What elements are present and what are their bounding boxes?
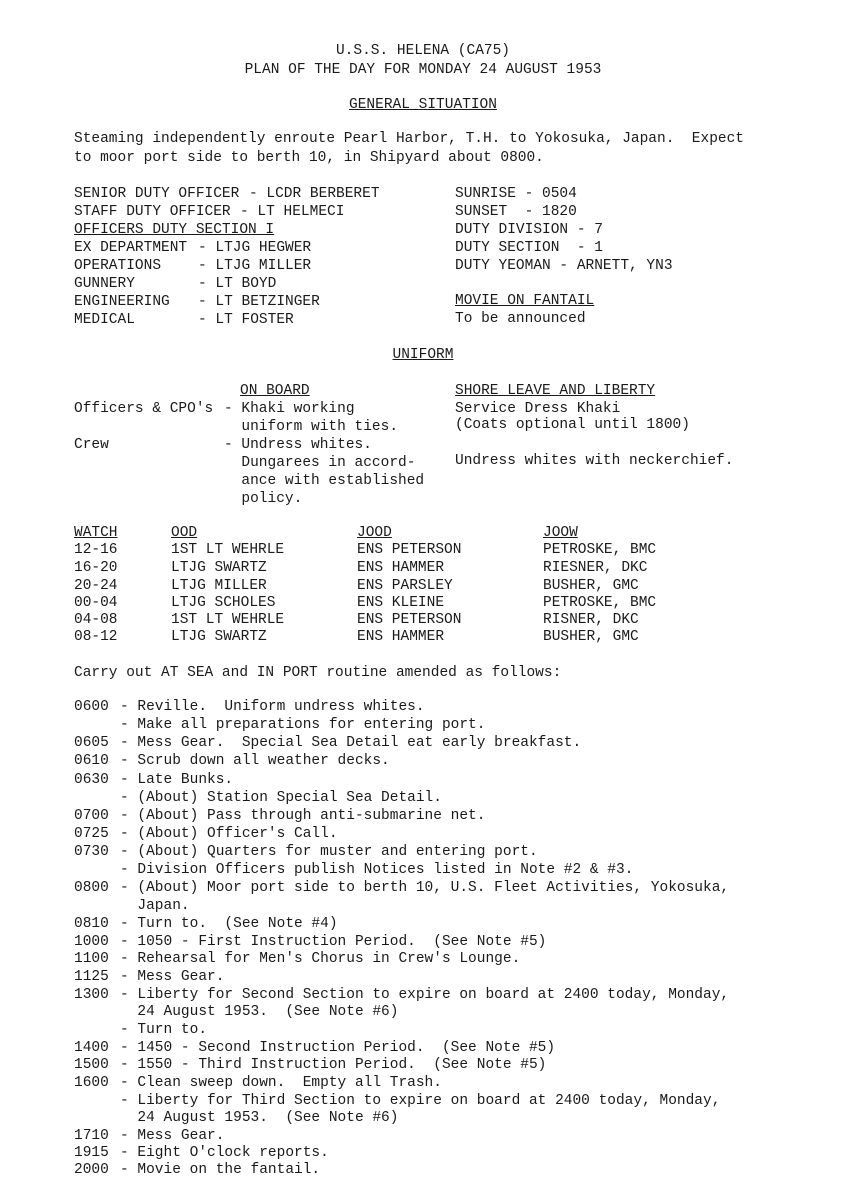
situation-line-2: to moor port side to berth 10, in Shipyard about 0800. xyxy=(74,150,544,166)
duty-label: EX DEPARTMENT xyxy=(74,240,188,256)
schedule-text: - Mess Gear. xyxy=(120,969,225,985)
joow-cell: PETROSKE, BMC xyxy=(543,542,657,558)
officers-shore-line: Service Dress Khaki xyxy=(455,401,621,417)
schedule-time: 1600 xyxy=(74,1075,109,1091)
schedule-time: 1000 xyxy=(74,934,109,950)
schedule-text: - 1550 - Third Instruction Period. (See Note #5) xyxy=(120,1057,547,1073)
schedule-text: - Turn to. xyxy=(120,1022,208,1038)
schedule-time: 0610 xyxy=(74,753,109,769)
watch-cell: 12-16 xyxy=(74,542,118,558)
ood-cell: LTJG SWARTZ xyxy=(171,629,267,645)
schedule-text: - Mess Gear. Special Sea Detail eat early breakfast. xyxy=(120,735,582,751)
duty-yeoman-line: DUTY YEOMAN - ARNETT, YN3 xyxy=(455,258,673,274)
jood-header: JOOD xyxy=(357,525,392,541)
duty-section-line: DUTY SECTION - 1 xyxy=(455,240,603,256)
uniform-heading: UNIFORM xyxy=(392,347,454,363)
schedule-text: - Rehearsal for Men's Chorus in Crew's Lounge. xyxy=(120,951,521,967)
ood-cell: LTJG SWARTZ xyxy=(171,560,267,576)
ood-cell: LTJG MILLER xyxy=(171,578,267,594)
watch-cell: 08-12 xyxy=(74,629,118,645)
duty-value: - LT BOYD xyxy=(198,276,277,292)
crew-onboard-line: ance with established xyxy=(224,473,425,489)
watch-cell: 20-24 xyxy=(74,578,118,594)
ood-cell: 1ST LT WEHRLE xyxy=(171,612,285,628)
duty-label: OPERATIONS xyxy=(74,258,162,274)
duty-label: SENIOR DUTY OFFICER xyxy=(74,186,240,202)
plan-title: PLAN OF THE DAY FOR MONDAY 24 AUGUST 1953 xyxy=(244,62,602,78)
schedule-time: 1710 xyxy=(74,1128,109,1144)
schedule-text: - Scrub down all weather decks. xyxy=(120,753,390,769)
jood-cell: ENS PARSLEY xyxy=(357,578,453,594)
watch-cell: 16-20 xyxy=(74,560,118,576)
officers-onboard-line: - Khaki working xyxy=(224,401,355,417)
duty-division-line: DUTY DIVISION - 7 xyxy=(455,222,603,238)
joow-cell: RISNER, DKC xyxy=(543,612,639,628)
schedule-text: - 1050 - First Instruction Period. (See Note #5) xyxy=(120,934,547,950)
schedule-time: 0810 xyxy=(74,916,109,932)
watch-cell: 00-04 xyxy=(74,595,118,611)
sunset-line: SUNSET - 1820 xyxy=(455,204,577,220)
schedule-time: 0600 xyxy=(74,699,109,715)
schedule-time: 1500 xyxy=(74,1057,109,1073)
schedule-text: - Movie on the fantail. xyxy=(120,1162,321,1178)
schedule-time: 2000 xyxy=(74,1162,109,1178)
schedule-text: - Liberty for Second Section to expire on board at 2400 today, Monday, xyxy=(120,987,730,1003)
schedule-time: 0605 xyxy=(74,735,109,751)
sunrise-line: SUNRISE - 0504 xyxy=(455,186,577,202)
schedule-text: - (About) Pass through anti-submarine net. xyxy=(120,808,486,824)
joow-cell: PETROSKE, BMC xyxy=(543,595,657,611)
schedule-time: 1125 xyxy=(74,969,109,985)
duty-value: - LTJG MILLER xyxy=(198,258,312,274)
on-board-heading: ON BOARD xyxy=(240,383,310,399)
jood-cell: ENS PETERSON xyxy=(357,542,462,558)
officers-onboard-line: uniform with ties. xyxy=(224,419,399,435)
schedule-text: - Turn to. (See Note #4) xyxy=(120,916,338,932)
schedule-text: - Eight O'clock reports. xyxy=(120,1145,329,1161)
shore-leave-heading: SHORE LEAVE AND LIBERTY xyxy=(455,383,656,399)
schedule-text: - (About) Officer's Call. xyxy=(120,826,338,842)
duty-label: ENGINEERING xyxy=(74,294,170,310)
schedule-time: 0630 xyxy=(74,772,109,788)
schedule-text: - Division Officers publish Notices listed in Note #2 & #3. xyxy=(120,862,634,878)
general-situation-heading: GENERAL SITUATION xyxy=(349,97,497,113)
duty-value: - LT FOSTER xyxy=(198,312,294,328)
schedule-text: - (About) Quarters for muster and entering port. xyxy=(120,844,538,860)
movie-heading: MOVIE ON FANTAIL xyxy=(455,293,595,309)
movie-text: To be announced xyxy=(455,311,586,327)
duty-label: GUNNERY xyxy=(74,276,135,292)
watch-header: WATCH xyxy=(74,525,118,541)
crew-onboard-line: - Undress whites. xyxy=(224,437,372,453)
officers-shore-line: (Coats optional until 1800) xyxy=(455,417,690,433)
joow-cell: RIESNER, DKC xyxy=(543,560,648,576)
schedule-time: 1300 xyxy=(74,987,109,1003)
schedule-time: 0700 xyxy=(74,808,109,824)
duty-value: - LTJG HEGWER xyxy=(198,240,312,256)
schedule-text: 24 August 1953. (See Note #6) xyxy=(120,1110,399,1126)
jood-cell: ENS HAMMER xyxy=(357,560,445,576)
jood-cell: ENS HAMMER xyxy=(357,629,445,645)
duty-value: - LCDR BERBERET xyxy=(249,186,380,202)
joow-header: JOOW xyxy=(543,525,578,541)
schedule-text: - Liberty for Third Section to expire on board at 2400 today, Monday, xyxy=(120,1093,721,1109)
schedule-time: 0800 xyxy=(74,880,109,896)
schedule-text: 24 August 1953. (See Note #6) xyxy=(120,1004,399,1020)
ood-cell: LTJG SCHOLES xyxy=(171,595,276,611)
crew-onboard-line: policy. xyxy=(224,491,303,507)
schedule-text: - Late Bunks. xyxy=(120,772,234,788)
jood-cell: ENS PETERSON xyxy=(357,612,462,628)
duty-value: - LT HELMECI xyxy=(240,204,345,220)
crew-onboard-line: Dungarees in accord- xyxy=(224,455,416,471)
ship-name: U.S.S. HELENA (CA75) xyxy=(335,43,511,59)
crew-label: Crew xyxy=(74,437,109,453)
ood-cell: 1ST LT WEHRLE xyxy=(171,542,285,558)
schedule-text: - Clean sweep down. Empty all Trash. xyxy=(120,1075,442,1091)
watch-cell: 04-08 xyxy=(74,612,118,628)
schedule-text: Japan. xyxy=(120,898,190,914)
schedule-time: 0725 xyxy=(74,826,109,842)
duty-value: - LT BETZINGER xyxy=(198,294,320,310)
officers-duty-section-heading: OFFICERS DUTY SECTION I xyxy=(74,222,275,238)
schedule-time: 1400 xyxy=(74,1040,109,1056)
jood-cell: ENS KLEINE xyxy=(357,595,445,611)
schedule-text: - Make all preparations for entering port. xyxy=(120,717,486,733)
joow-cell: BUSHER, GMC xyxy=(543,578,639,594)
schedule-text: - Mess Gear. xyxy=(120,1128,225,1144)
officers-cpo-label: Officers & CPO's xyxy=(74,401,214,417)
routine-intro: Carry out AT SEA and IN PORT routine amended as follows: xyxy=(74,665,562,681)
schedule-text: - (About) Moor port side to berth 10, U.S. Fleet Activities, Yokosuka, xyxy=(120,880,730,896)
schedule-text: - (About) Station Special Sea Detail. xyxy=(120,790,442,806)
schedule-time: 0730 xyxy=(74,844,109,860)
crew-shore-line: Undress whites with neckerchief. xyxy=(455,453,734,469)
schedule-text: - 1450 - Second Instruction Period. (See Note #5) xyxy=(120,1040,556,1056)
schedule-text: - Reville. Uniform undress whites. xyxy=(120,699,425,715)
ood-header: OOD xyxy=(171,525,198,541)
situation-line-1: Steaming independently enroute Pearl Harbor, T.H. to Yokosuka, Japan. Expect xyxy=(74,131,745,147)
schedule-time: 1915 xyxy=(74,1145,109,1161)
duty-label: STAFF DUTY OFFICER xyxy=(74,204,231,220)
schedule-time: 1100 xyxy=(74,951,109,967)
joow-cell: BUSHER, GMC xyxy=(543,629,639,645)
duty-label: MEDICAL xyxy=(74,312,135,328)
